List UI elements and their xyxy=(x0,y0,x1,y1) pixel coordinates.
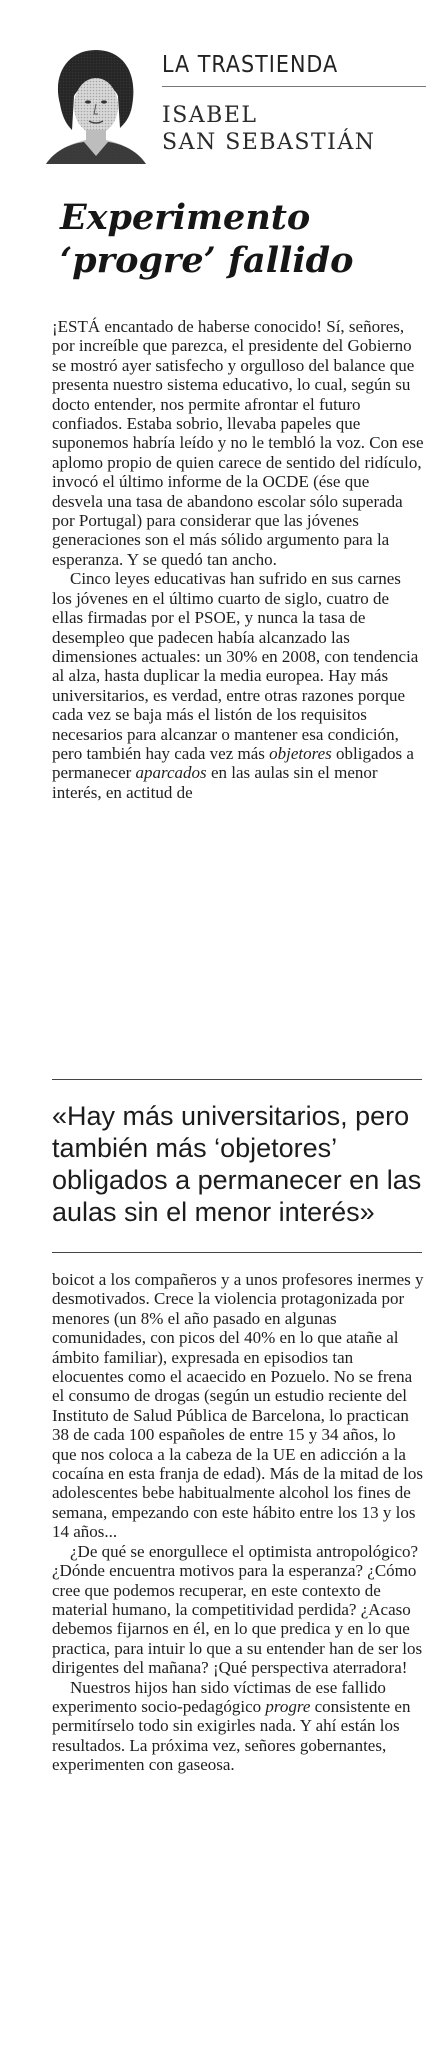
author-last-name: SAN SEBASTIÁN xyxy=(162,130,376,155)
column-header xyxy=(38,44,428,164)
paragraph-1: ¡ESTÁ encantado de haberse conocido! Sí, señores, por increíble que parezca, el presidente del Gobierno se mostró ayer satisfecho y orgulloso del balance que presenta nuestro sistema educativo, lo cual, según su docto entender, nos permite afrontar el futuro confiados. Estaba sobrio, llevaba papeles que suponemos habría leído y no le tembló la voz. Con ese aplomo propio de quien carece de sentido del ridículo, invocó el último informe de la OCDE (ése que desvela una tasa de abandono escolar sólo superada por Portugal) para considerar que las jóvenes generaciones son el más sólido argumento para la esperanza. Y se quedó tan ancho. xyxy=(52,317,424,569)
pull-quote-text: «Hay más universitarios, pero también más ‘objetores’ obligados a permanecer en las aulas sin el menor interés» xyxy=(52,1101,422,1227)
author-name xyxy=(162,102,428,156)
paragraph-4: ¿De qué se enorgullece el optimista antropológico? ¿Dónde encuentra motivos para la esperanza? ¿Cómo cree que podemos recuperar, en este contexto de material humano, la competitividad perdida? ¿Acaso debemos fijarnos en él, en lo que predica y en lo que practica, para intuir lo que a su entender han de ser los dirigentes del mañana? ¡Qué perspectiva aterradora! xyxy=(52,1541,423,1678)
author-portrait xyxy=(38,44,153,164)
paragraph-5-part-b: consistente en permitírselo todo sin exigirles nada. Y ahí están los resultados. La próxima vez, señores gobernantes, experimenten con gaseosa. xyxy=(52,1696,411,1775)
title-line-1: Experimento xyxy=(60,197,311,238)
pull-quote xyxy=(52,1079,422,1253)
paragraph-2-part-b: obligados a permanecer xyxy=(52,743,414,783)
article-body-lower xyxy=(52,1270,424,1775)
column-section-title: LA TRASTIENDA xyxy=(162,52,426,87)
paragraph-3: boicot a los compañeros y a unos profesores inermes y desmotivados. Crece la violencia protagonizada por menores (un 8% el año pasado en algunas comunidades, con picos del 40% en lo que atañe al ámbito familiar), expresada en episodios tan elocuentes como el acaecido en Pozuelo. No se frena el consumo de drogas (según un estudio reciente del Instituto de Salud Pública de Barcelona, lo practican 38 de cada 100 españoles de entre 15 y 34 años, lo que nos coloca a la cabeza de la UE en adicción a la cocaína en esta franja de edad). Más de la mitad de los adolescentes bebe habitualmente alcohol los fines de semana, empezando con este hábito entre los 13 y los 14 años... xyxy=(52,1270,424,1542)
paragraph-2-part-a: Cinco leyes educativas han sufrido en sus carnes los jóvenes en el último cuarto de siglo, cuatro de ellas firmadas por el PSOE, y nunca la tasa de desempleo que padecen había alcanzado las dimensiones actuales: un 30% en 2008, con tendencia al alza, hasta duplicar la media europea. Hay más universitarios, es verdad, entre otras razones porque cada vez se baja más el listón de los requisitos necesarios para alcanzar o mantener esa condición, pero también hay cada vez más xyxy=(52,569,419,763)
paragraph-2-part-c: en las aulas sin el menor interés, en actitud de xyxy=(52,763,378,802)
paragraph-2-emphasis-objetores: objetores xyxy=(269,743,332,763)
paragraph-5 xyxy=(52,1678,424,1775)
article-body-upper xyxy=(52,317,424,802)
paragraph-5-emphasis-progre: progre xyxy=(265,1696,311,1716)
author-first-name: ISABEL xyxy=(162,103,258,128)
article-title xyxy=(60,196,410,282)
paragraph-2-emphasis-aparcados: aparcados xyxy=(135,763,207,783)
paragraph-2 xyxy=(52,569,424,802)
paragraph-5-part-a: Nuestros hijos han sido víctimas de ese fallido experimento socio-pedagógico xyxy=(52,1677,386,1716)
title-line-2: ‘progre’ fallido xyxy=(60,240,354,281)
